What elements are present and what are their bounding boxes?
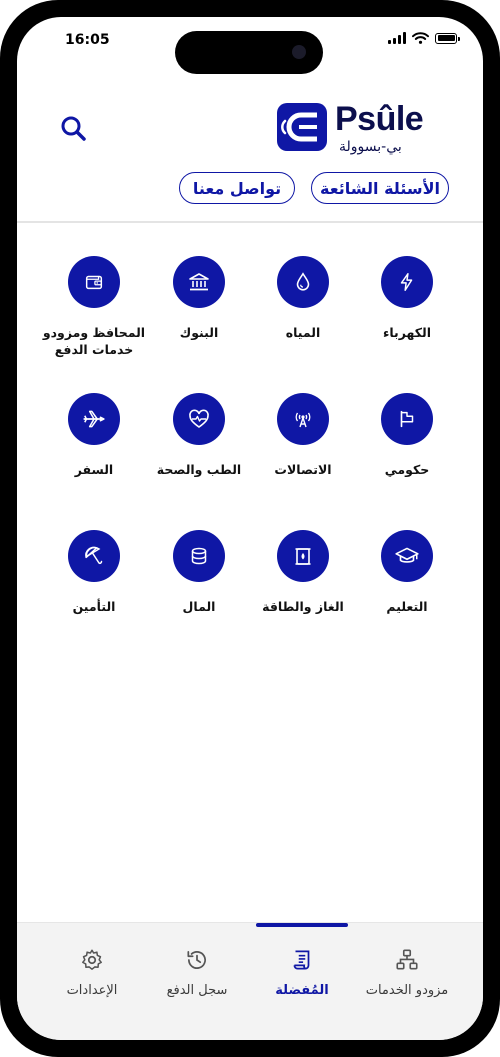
category-gas-energy[interactable] — [251, 530, 355, 615]
status-bar — [17, 17, 483, 63]
category-label: المال — [182, 599, 216, 614]
hierarchy-icon — [394, 947, 420, 973]
category-travel[interactable] — [39, 393, 149, 478]
header-divider — [17, 221, 483, 223]
document-list-icon — [289, 947, 315, 973]
category-label: البنوك — [179, 325, 219, 340]
category-label-line1: المحافظ ومزودو — [42, 325, 146, 340]
tab-service-providers[interactable] — [352, 947, 462, 998]
category-wallets[interactable] — [39, 256, 149, 358]
logo-subtitle: بي-بسوولة — [339, 139, 402, 155]
logo-mark-icon — [277, 103, 327, 151]
graduation-cap-icon — [394, 543, 420, 569]
category-label-line2: خدمات الدفع — [54, 342, 134, 357]
bolt-icon — [396, 271, 418, 293]
category-electricity[interactable] — [355, 256, 459, 341]
category-label: التعليم — [386, 599, 428, 614]
status-icons — [388, 32, 457, 44]
tab-settings[interactable] — [37, 947, 147, 998]
antenna-icon — [291, 407, 315, 431]
faq-button[interactable]: الأسئلة الشائعة — [311, 172, 449, 204]
tab-payment-history[interactable] — [142, 947, 252, 998]
category-label: الطب والصحة — [156, 462, 242, 477]
active-tab-indicator — [256, 923, 348, 927]
category-insurance[interactable] — [39, 530, 149, 615]
category-education[interactable] — [355, 530, 459, 615]
logo-name: Psûle — [335, 100, 424, 138]
category-label — [39, 324, 149, 358]
dynamic-island — [175, 31, 323, 74]
battery-icon — [435, 33, 457, 44]
bank-icon — [187, 270, 211, 294]
tab-label: الإعدادات — [66, 983, 118, 998]
water-drop-icon — [292, 271, 314, 293]
tab-label: المُفضلة — [275, 983, 329, 998]
contact-us-button[interactable]: تواصل معنا — [179, 172, 295, 204]
camera-icon — [292, 45, 306, 59]
app-screen — [17, 17, 483, 1040]
app-header — [17, 77, 483, 177]
category-label: الكهرباء — [382, 325, 432, 340]
search-icon — [57, 112, 91, 146]
category-label: الاتصالات — [274, 462, 332, 477]
wifi-icon — [412, 32, 429, 44]
status-time: 16:05 — [65, 32, 110, 48]
tab-label: مزودو الخدمات — [365, 983, 449, 998]
quick-links — [17, 172, 483, 208]
category-government[interactable] — [355, 393, 459, 478]
category-water[interactable] — [251, 256, 355, 341]
category-banks[interactable] — [147, 256, 251, 341]
wallet-icon — [83, 271, 105, 293]
flag-icon — [396, 408, 418, 430]
app-logo — [277, 100, 437, 163]
category-label: التأمين — [72, 599, 116, 614]
coins-icon — [187, 544, 211, 568]
signal-icon — [388, 32, 406, 44]
umbrella-icon — [82, 544, 106, 568]
gear-icon — [79, 947, 105, 973]
history-icon — [184, 947, 210, 973]
search-button[interactable] — [57, 112, 91, 146]
category-label: الغاز والطاقة — [262, 599, 344, 614]
tab-label: سجل الدفع — [166, 983, 228, 998]
airplane-icon — [81, 406, 107, 432]
gas-cylinder-icon — [291, 544, 315, 568]
category-label: السفر — [74, 462, 114, 477]
category-label: حكومي — [384, 462, 430, 477]
tab-favorites[interactable] — [247, 947, 357, 998]
category-money[interactable] — [147, 530, 251, 615]
category-label: المياه — [285, 325, 321, 340]
category-telecom[interactable] — [251, 393, 355, 478]
category-health[interactable] — [147, 393, 251, 478]
heart-pulse-icon — [187, 407, 211, 431]
